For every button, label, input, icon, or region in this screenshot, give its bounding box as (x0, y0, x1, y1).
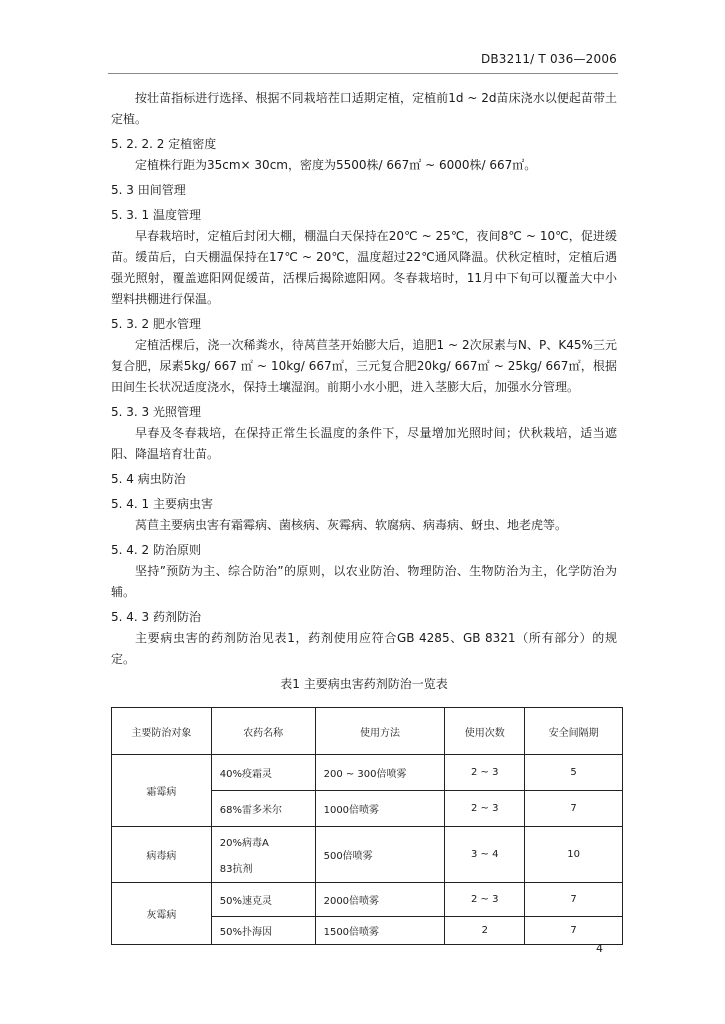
pesticide-table (111, 707, 623, 945)
table-header-row (112, 708, 623, 755)
times-cell: 2 ~ 3 (445, 791, 525, 827)
paragraph-seedling-selection: 按壮苗指标进行选择、根据不同栽培茬口适期定植，定植前1d ~ 2d苗床浇水以便起苗带土定植。 (111, 91, 617, 126)
heading-5-2-2-2: 5. 2. 2. 2 定植密度 (111, 137, 217, 151)
interval-cell: 7 (525, 791, 623, 827)
paragraph-main-pests: 莴苣主要病虫害有霜霉病、菌核病、灰霉病、软腐病、病毒病、蚜虫、地老虎等。 (135, 518, 568, 532)
pesticide-cell: 40%疫霜灵 (211, 755, 315, 791)
method-cell: 1000倍喷雾 (315, 791, 445, 827)
table-row (112, 883, 623, 917)
table-caption: 表1 主要病虫害药剂防治一览表 (280, 677, 448, 691)
document-body (111, 88, 617, 695)
interval-cell: 7 (525, 883, 623, 917)
pesticide-line: 20%病毒A (219, 838, 269, 849)
paragraph-temperature: 早春栽培时，定植后封闭大棚，棚温白天保持在20℃ ~ 25℃，夜间8℃ ~ 10℃，促进缓苗。缓苗后，白天棚温保持在17℃ ~ 20℃，温度超过22℃通风降温。伏秋定植时，定植后遇强光照射，覆盖遮阳网促缓苗，活棵后揭除遮阳网。冬春栽培时，11月中下旬可以覆盖大中小塑料拱棚进行保温。 (111, 229, 617, 306)
interval-cell: 10 (525, 827, 623, 883)
header-rule (108, 73, 618, 74)
table-row (112, 755, 623, 791)
pesticide-line: 83抗剂 (219, 864, 253, 875)
paragraph-light: 早春及冬春栽培，在保持正常生长温度的条件下，尽量增加光照时间；伏秋栽培，适当遮阳、降温培育壮苗。 (111, 426, 617, 461)
heading-5-4: 5. 4 病虫防治 (111, 472, 186, 486)
method-cell: 1500倍喷雾 (315, 917, 445, 945)
paragraph-fertilizer-water: 定植活棵后，浇一次稀粪水，待莴苣茎开始膨大后，追肥1 ~ 2次尿素与N、P、K45%三元复合肥，尿素5kg/ 667 ㎡ ~ 10kg/ 667㎡，三元复合肥20kg/ 667㎡ ~ 25kg/ 667㎡，根据田间生长状况适度浇水，保持土壤湿润。前期小水小肥，进入茎膨大后，加强水分管理。 (111, 338, 617, 394)
heading-5-3: 5. 3 田间管理 (111, 183, 186, 197)
pesticide-cell: 50%扑海因 (211, 917, 315, 945)
paragraph-planting-density: 定植株行距为35cm× 30cm，密度为5500株/ 667㎡ ~ 6000株/ 667㎡。 (135, 158, 537, 172)
table-row (112, 827, 623, 883)
method-cell: 200 ~ 300倍喷雾 (315, 755, 445, 791)
times-cell: 2 ~ 3 (445, 755, 525, 791)
heading-5-3-1: 5. 3. 1 温度管理 (111, 208, 201, 222)
column-header: 使用方法 (315, 708, 445, 755)
pesticide-cell: 50%速克灵 (211, 883, 315, 917)
heading-5-4-2: 5. 4. 2 防治原则 (111, 543, 201, 557)
times-cell: 2 (445, 917, 525, 945)
times-cell: 2 ~ 3 (445, 883, 525, 917)
interval-cell: 7 (525, 917, 623, 945)
column-header: 使用次数 (445, 708, 525, 755)
target-cell: 病毒病 (112, 827, 212, 883)
heading-5-4-3: 5. 4. 3 药剂防治 (111, 610, 201, 624)
method-cell: 2000倍喷雾 (315, 883, 445, 917)
paragraph-chemical-control: 主要病虫害的药剂防治见表1，药剂使用应符合GB 4285、GB 8321（所有部分）的规定。 (111, 631, 617, 666)
standard-code: DB3211/ T 036—2006 (480, 52, 617, 66)
interval-cell: 5 (525, 755, 623, 791)
target-cell: 霜霉病 (112, 755, 212, 827)
heading-5-3-3: 5. 3. 3 光照管理 (111, 405, 201, 419)
column-header: 主要防治对象 (112, 708, 212, 755)
heading-5-4-1: 5. 4. 1 主要病虫害 (111, 497, 213, 511)
target-cell: 灰霉病 (112, 883, 212, 945)
method-cell: 500倍喷雾 (315, 827, 445, 883)
paragraph-control-principle: 坚持”预防为主、综合防治”的原则，以农业防治、物理防治、生物防治为主，化学防治为辅。 (111, 564, 617, 599)
pesticide-cell: 68%雷多米尔 (211, 791, 315, 827)
page-number: 4 (596, 942, 603, 955)
pesticide-cell (211, 827, 315, 883)
times-cell: 3 ~ 4 (445, 827, 525, 883)
heading-5-3-2: 5. 3. 2 肥水管理 (111, 317, 201, 331)
column-header: 农药名称 (211, 708, 315, 755)
column-header: 安全间隔期 (525, 708, 623, 755)
